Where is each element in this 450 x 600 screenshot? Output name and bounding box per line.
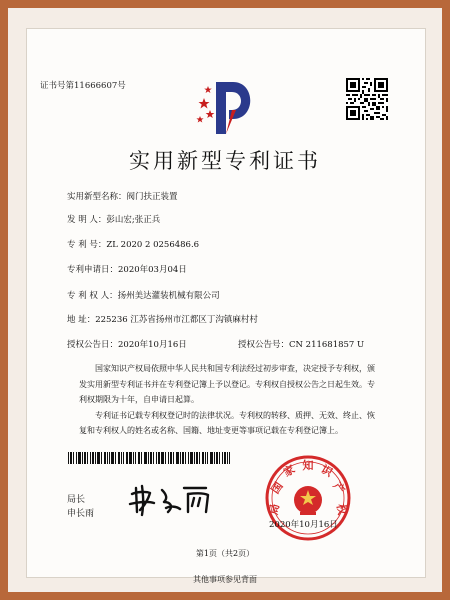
field-label: 实用新型名称： [67,192,127,202]
field-label: 授权公告号： [238,340,290,350]
svg-text:识: 识 [318,462,335,480]
qr-code-icon [346,78,388,120]
field-value: 阀门扶正装置 [126,192,178,202]
cnipa-logo-icon [196,76,266,138]
svg-text:家: 家 [281,462,298,480]
field-value: 扬州美达灌装机械有限公司 [117,291,220,301]
svg-text:知: 知 [302,459,314,472]
director-signature [126,482,216,518]
svg-text:国: 国 [268,479,286,497]
field-grant-number [238,338,364,350]
field-label: 发 明 人： [67,215,107,225]
field-utility-model-name [67,190,178,202]
svg-text:局: 局 [267,502,282,516]
field-value: 2020年10月16日 [118,340,187,350]
certificate-number: 证书号第11666607号 [40,81,126,91]
field-label: 地 址： [67,315,96,325]
document-title: 实用新型专利证书 [129,149,321,173]
field-filing-date [67,263,187,275]
paragraph: 专利证书记载专利权登记时的法律状况。专利权的转移、质押、无效、终止、恢复和专利权人的姓名或名称、国籍、地址变更等事项记载在专利登记簿上。 [79,410,375,435]
field-address [67,313,258,325]
field-value: ZL 2020 2 0256486.6 [106,240,200,250]
field-value: 彭山宏;张正兵 [106,215,161,225]
field-label: 专 利 号： [67,240,107,250]
field-patent-number [67,238,199,250]
field-value: 2020年03月04日 [118,265,187,275]
field-label: 授权公告日： [67,340,119,350]
field-value: CN 211681857 U [289,340,365,350]
body-text [79,361,379,439]
field-grant-date [67,338,187,350]
barcode-icon [68,452,230,464]
page-number: 第1页（共2页） [195,549,255,558]
director-title: 局长 [67,495,86,505]
svg-text:产: 产 [330,479,348,497]
director-name: 申长雨 [67,509,95,519]
field-inventor [67,213,160,225]
footnote: 其他事项参见背面 [193,575,257,584]
field-patentee [67,289,220,301]
svg-text:权: 权 [334,502,349,516]
field-label: 专 利 权 人： [67,291,118,301]
field-label: 专利申请日： [67,265,119,275]
seal-date: 2020年10月16日 [269,520,338,530]
field-value: 225236 江苏省扬州市江都区丁沟镇麻村村 [95,315,258,325]
paragraph: 国家知识产权局依照中华人民共和国专利法经过初步审查，决定授予专利权，颁发实用新型专利证书并在专利登记簿上予以登记。专利权自授权公告之日起生效。专利权期限为十年，自申请日起算。 [79,364,375,404]
